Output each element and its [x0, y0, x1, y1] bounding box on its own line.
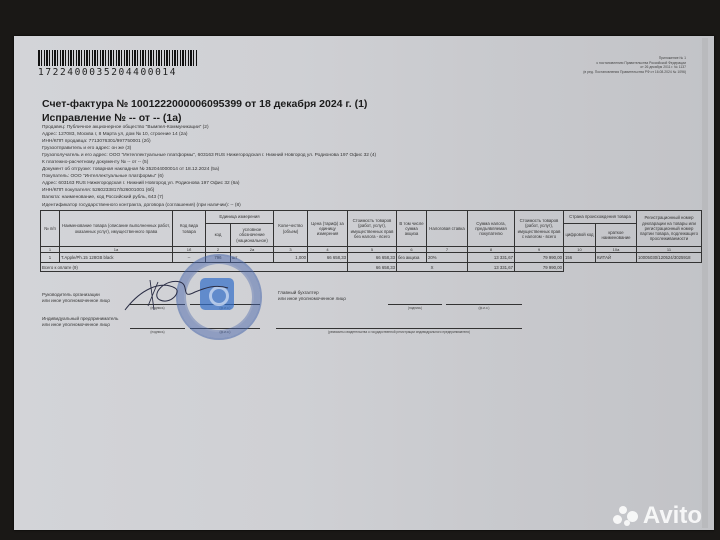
- total-row: Всего к оплате (9) 66 658,33 Х 13 331,67 79 990,00: [41, 263, 702, 272]
- appendix-note: Приложение № 1 к постановлению Правительства Российской Федерации от 26 декабря 2011 г. № 1137 (в ред. Постановления Правительства РФ от 16.08.2024 № 1096): [583, 56, 686, 74]
- seller: Продавец: Публичное акционерное общество "Вымпел-Коммуникации" (2): [42, 125, 209, 130]
- invoice-title: Счет-фактура № 1001222000006095399 от 18 декабря 2024 г. (1): [42, 98, 368, 110]
- handwritten-signature: [120, 270, 230, 320]
- buyer-address: Адрес: 603163 RUS Нижегородская г. Нижний Новгород ул. Родионова 197 Офис 32 (6а): [42, 181, 240, 187]
- shipment-document: Документ об отгрузке: товарная накладная № 352044000014 от 18.12.2024 (5а): [42, 167, 220, 173]
- invoice-paper: 1722400035204400014 Приложение № 1 к постановлению Правительства Российской Федерации от 26 декабря 2011 г. № 1137 (в ред. Постановления Правительства РФ от 16.08.2024 № 1096) Счет-фактура № 1001222000006095399 от 18 декабря 2024 г. (1) Исправление № -- от -- (1а) Продавец: Публичное акционерное общество "Вымпел-Коммуникации" (2) Адрес: 127083, Москва г, 8 Марта ул, дом № 10, строение 14 (2а) ИНН/КПП продавца: 7713076301/997750001 (2б) Грузоотправитель и его адрес: он же (3) Грузополучатель и его адрес: ООО "Интеллектуальные платформы", 603163 RUS Нижегородская г. Нижний Новгород ул. Родионова 197 Офис 32 (4) К платежно-расчетному документу № -- от -- (5) Документ об отгрузке: товарная накладная № 352044000014 от 18.12.2024 (5а) Покупатель: ООО "Интеллектуальные платформы" (6) Адрес: 603163 RUS Нижегородская г. Нижний Новгород ул. Родионова 197 Офис 32 (6а) ИНН/КПП покупателя: 5260233817/526001001 (6б) Валюта: наименование, код Российский рубль, 643 (7) Идентификатор государственного контракта, договора (соглашения) (при наличии): -- (8) № п/п Наименование товара (описание выполненных работ, оказанных услуг), имущественного права Код вида товара Единица измерения Коли-чество (объем) Цена (тариф) за единицу измерения Стоимость товаров (работ, услуг), имущественных прав без налога - всего В том числе сумма акциза Налоговая ставка Сумма налога, предъявляемая покупателю Стоимость товаров (работ, услуг), имущественных прав с налогом - всего Страна происхождения товара Регистрационный номер декларации на товары или регистрационный номер партии товара, подлежащего прослеживаемости код условное обозначение (национальное) цифровой код краткое наименование 1 1а 1б 2 2а 3 4 5 6 7 8 9 10 10а 11 1 T.Apple/Ph.15 128GB black -- 796 шт 1,000 66 658,33 66 658,33 без акциза 20% 13 331,67 79 990,00 156 КИТАЙ 10005030/120524/3025918 Всего к оплате (9) 66 658,33 Х 13 331,67 79 990,00 Руководитель организации или иное уполномоченное лицо (подпись) Главный бухгалтер или иное уполномоченное лицо (подпись) (ф.и.о.) Индивидуальный предприниматель или иное уполномоченное лицо (подпись) (ф.и.о.) (реквизиты свидетельства о государственной регистрации индивидуального предпринимателя): [14, 36, 714, 530]
- invoice-correction: Исправление № -- от -- (1а): [42, 112, 182, 124]
- seller-inn: ИНН/КПП продавца: 7713076301/997750001 (2б): [42, 139, 151, 145]
- avito-logo-icon: [611, 505, 639, 527]
- product-name: T.Apple/Ph.15 128GB black: [60, 253, 173, 263]
- shipper: Грузоотправитель и его адрес: он же (3): [42, 146, 132, 152]
- table-row: 1 T.Apple/Ph.15 128GB black -- 796 шт 1,000 66 658,33 66 658,33 без акциза 20% 13 331,67 79 990,00 156 КИТАЙ 10005030/120524/3025918: [41, 253, 702, 263]
- buyer-inn: ИНН/КПП покупателя: 5260233817/526001001 (6б): [42, 188, 155, 194]
- head-label: Руководитель организации или иное уполномоченное лицо: [42, 292, 110, 303]
- consignee: Грузополучатель и его адрес: ООО "Интеллектуальные платформы", 603163 RUS Нижегородская г. Нижний Новгород ул. Родионова 197 Офис 32 (4): [42, 153, 377, 159]
- barcode: [38, 50, 198, 66]
- ip-label: Индивидуальный предприниматель или иное уполномоченное лицо: [42, 316, 119, 327]
- paper-edge: [702, 38, 708, 528]
- payment-document: К платежно-расчетному документу № -- от -- (5): [42, 160, 149, 166]
- chief-accountant-label: Главный бухгалтер или иное уполномоченное лицо: [278, 290, 346, 301]
- currency: Валюта: наименование, код Российский рубль, 643 (7): [42, 195, 164, 201]
- avito-watermark: Avito: [611, 502, 702, 530]
- buyer: Покупатель: ООО "Интеллектуальные платформы" (6): [42, 174, 164, 180]
- barcode-number: 1722400035204400014: [38, 67, 178, 78]
- invoice-table: № п/п Наименование товара (описание выполненных работ, оказанных услуг), имущественного права Код вида товара Единица измерения Коли-чество (объем) Цена (тариф) за единицу измерения Стоимость товаров (работ, услуг), имущественных прав без налога - всего В том числе сумма акциза Налоговая ставка Сумма налога, предъявляемая покупателю Стоимость товаров (работ, услуг), имущественных прав с налогом - всего Страна происхождения товара Регистрационный номер декларации на товары или регистрационный номер партии товара, подлежащего прослеживаемости код условное обозначение (национальное) цифровой код краткое наименование 1 1а 1б 2 2а 3 4 5 6 7 8 9 10 10а 11 1 T.Apple/Ph.15 128GB black -- 796 шт 1,000 66 658,33 66 658,33 без акциза 20% 13 331,67 79 990,00 156 КИТАЙ 10005030/120524/3025918 Всего к оплате (9) 66 658,33 Х 13 331,67 79 990,00: [40, 210, 702, 272]
- invoice-info: [42, 124, 376, 209]
- index-row: 1 1а 1б 2 2а 3 4 5 6 7 8 9 10 10а 11: [41, 247, 702, 253]
- seller-address: Адрес: 127083, Москва г, 8 Марта ул, дом № 10, строение 14 (2а): [42, 132, 188, 138]
- contract-id: Идентификатор государственного контракта, договора (соглашения) (при наличии): -- (8): [42, 202, 241, 208]
